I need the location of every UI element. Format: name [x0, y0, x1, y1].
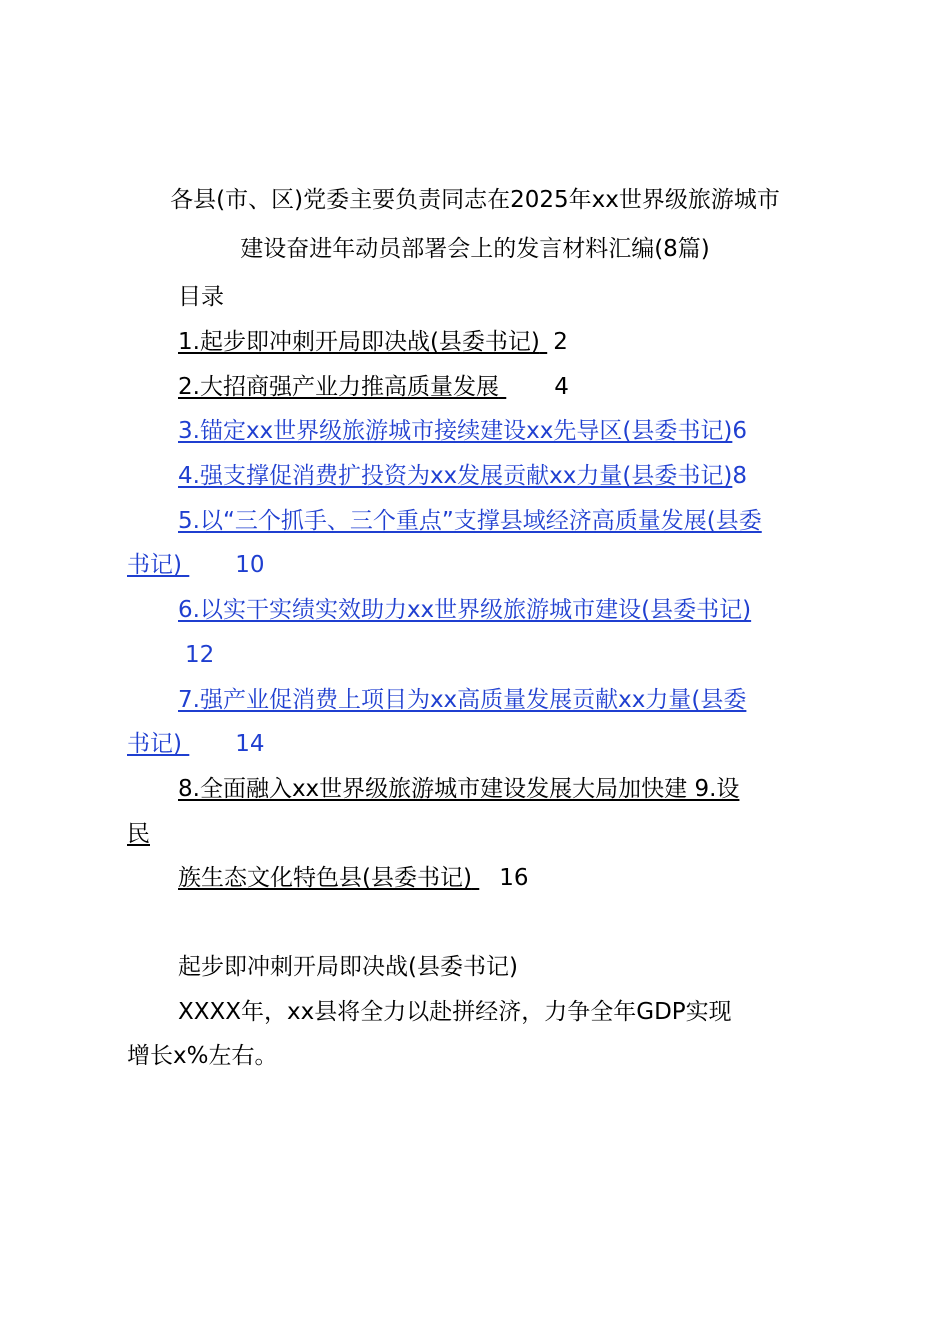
- toc-entry-3[interactable]: [178, 416, 747, 446]
- toc-entry-1-page: 2: [553, 329, 568, 355]
- toc-entry-2-text: 2.大招商强产业力推高质量发展: [178, 374, 499, 400]
- section-title: 起步即冲刺开局即决战(县委书记): [178, 954, 518, 980]
- toc-entry-8-page: 16: [499, 865, 529, 891]
- toc-entry-6-line-2[interactable]: [127, 640, 214, 670]
- paragraph-line-1: XXXX年，xx县将全力以赴拼经济，力争全年GDP实现: [178, 999, 732, 1025]
- toc-entry-5-text-cont: 书记): [127, 552, 182, 578]
- toc-entry-6-line-1[interactable]: 6.以实干实绩实效助力xx世界级旅游城市建设(县委书记): [178, 597, 752, 623]
- toc-entry-7-line-1[interactable]: 7.强产业促消费上项目为xx高质量发展贡献xx力量(县委: [178, 687, 747, 713]
- document-title-line-2: 建设奋进年动员部署会上的发言材料汇编(8篇): [240, 236, 710, 262]
- toc-entry-5-line-2[interactable]: [127, 550, 265, 580]
- toc-heading: 目录: [178, 284, 224, 310]
- toc-entry-8-line-1[interactable]: 8.全面融入xx世界级旅游城市建设发展大局加快建 9.设: [178, 776, 740, 802]
- toc-entry-1-text: 1.起步即冲刺开局即决战(县委书记): [178, 329, 540, 355]
- toc-entry-4-text: 4.强支撑促消费扩投资为xx发展贡献xx力量(县委书记): [178, 463, 733, 489]
- toc-entry-7-page: 14: [235, 731, 265, 757]
- document-title-line-1: 各县(市、区)党委主要负责同志在2025年xx世界级旅游城市: [170, 187, 780, 213]
- toc-entry-8-line-3[interactable]: [178, 863, 529, 893]
- toc-entry-2[interactable]: [178, 372, 569, 402]
- paragraph-line-2: 增长x%左右。: [127, 1043, 278, 1069]
- toc-entry-2-page: 4: [554, 374, 569, 400]
- toc-entry-4-page: 8: [732, 463, 747, 489]
- toc-entry-7-text-cont: 书记): [127, 731, 182, 757]
- toc-entry-4[interactable]: [178, 461, 747, 491]
- toc-entry-3-text: 3.锚定xx世界级旅游城市接续建设xx先导区(县委书记): [178, 418, 733, 444]
- toc-entry-8-line-2[interactable]: 民: [127, 821, 150, 847]
- toc-entry-1[interactable]: [178, 327, 568, 357]
- toc-entry-5-line-1[interactable]: 5.以“三个抓手、三个重点”支撑县域经济高质量发展(县委: [178, 508, 762, 534]
- toc-entry-5-page: 10: [235, 552, 265, 578]
- toc-entry-3-page: 6: [732, 418, 747, 444]
- toc-entry-7-line-2[interactable]: [127, 729, 265, 759]
- toc-entry-8-text-cont: 族生态文化特色县(县委书记): [178, 865, 472, 891]
- toc-entry-6-page: 12: [185, 642, 215, 668]
